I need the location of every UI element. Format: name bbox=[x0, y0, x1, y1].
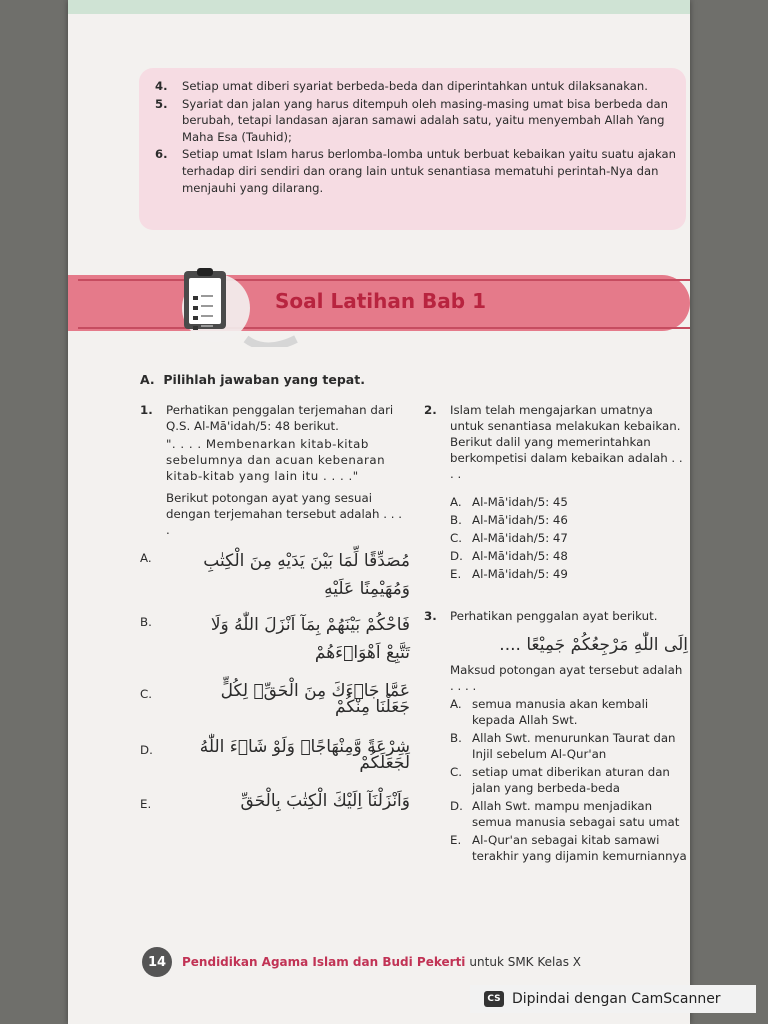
option-c[interactable] bbox=[450, 530, 688, 546]
summary-number: 4. bbox=[155, 79, 168, 93]
question-arabic: اِلَى اللّٰهِ مَرْجِعُكُمْ جَمِيْعًا .... bbox=[499, 635, 688, 655]
option-c[interactable] bbox=[450, 764, 688, 796]
summary-text: Syariat dan jalan yang harus ditempuh oleh masing-masing umat bisa berbeda dan berubah, tetapi landasan ajaran samawi adalah satu, yaitu menyembah Allah Yang Maha Esa (Tauhid); bbox=[182, 96, 668, 144]
question-1 bbox=[140, 402, 408, 939]
option-text: Al-Mā'idah/5: 47 bbox=[472, 531, 568, 545]
top-strip bbox=[68, 0, 690, 14]
option-text: setiap umat diberikan aturan dan jalan yang berbeda-beda bbox=[472, 765, 670, 795]
question-number: 3. bbox=[424, 609, 437, 623]
q1-options bbox=[140, 544, 408, 939]
question-number: 1. bbox=[140, 403, 153, 417]
question-text: Perhatikan penggalan terjemahan dari Q.S. Al-Mā'idah/5: 48 berikut. bbox=[166, 403, 394, 433]
summary-item bbox=[155, 96, 690, 146]
option-d[interactable] bbox=[140, 737, 410, 773]
option-label: B. bbox=[450, 513, 462, 527]
option-label: A. bbox=[140, 551, 152, 565]
summary-number: 6. bbox=[155, 147, 168, 162]
question-3-stem bbox=[424, 608, 688, 694]
option-label: A. bbox=[450, 495, 462, 509]
question-number: 2. bbox=[424, 403, 437, 417]
question-body bbox=[450, 608, 688, 694]
section-label: A. bbox=[140, 372, 155, 387]
page-number: 14 bbox=[142, 947, 172, 977]
option-e[interactable] bbox=[450, 832, 688, 864]
option-e[interactable] bbox=[450, 566, 688, 582]
option-text: Al-Mā'idah/5: 45 bbox=[472, 495, 568, 509]
question-1-stem bbox=[140, 402, 408, 538]
option-arabic: وَاَنْزَلْنَآ اِلَيْكَ الْكِتٰبَ بِالْحَقِّ bbox=[240, 791, 410, 811]
watermark-text: Dipindai dengan CamScanner bbox=[512, 991, 721, 1007]
option-label: B. bbox=[140, 615, 152, 629]
clipboard-icon bbox=[184, 271, 226, 329]
option-label: D. bbox=[450, 549, 463, 563]
summary-item bbox=[155, 78, 690, 95]
question-text: Perhatikan penggalan ayat berikut. bbox=[450, 609, 658, 623]
exercise-banner bbox=[68, 269, 690, 339]
book-title: Pendidikan Agama Islam dan Budi Pekerti bbox=[182, 955, 466, 969]
camscanner-logo-icon: CS bbox=[484, 991, 504, 1007]
option-c[interactable] bbox=[140, 681, 410, 717]
question-2 bbox=[424, 402, 688, 582]
section-heading bbox=[140, 372, 365, 387]
option-label: E. bbox=[140, 797, 152, 811]
option-arabic: فَاحْكُمْ بَيْنَهُمْ بِمَآ اَنْزَلَ اللّٰهُ وَلَا تَتَّبِعْ اَهْوَاۤءَهُمْ bbox=[210, 615, 410, 663]
summary-item bbox=[155, 146, 690, 196]
option-label: C. bbox=[140, 687, 152, 701]
option-text: Allah Swt. menurunkan Taurat dan Injil sebelum Al-Qur'an bbox=[472, 731, 676, 761]
page-footer bbox=[142, 947, 581, 977]
option-b[interactable] bbox=[450, 730, 688, 762]
option-arabic: شِرْعَةً وَّمِنْهَاجًاۗ وَلَوْ شَاۤءَ اللّٰهُ لَجَعَلَكُمْ bbox=[199, 737, 410, 773]
option-a[interactable] bbox=[450, 494, 688, 510]
summary-number: 5. bbox=[155, 96, 168, 111]
option-text: Al-Mā'idah/5: 46 bbox=[472, 513, 568, 527]
option-d[interactable] bbox=[450, 548, 688, 564]
option-arabic: عَمَّا جَاۤءَكَ مِنَ الْحَقِّۗ لِكُلٍّ جَعَلْنَا مِنْكُمْ bbox=[220, 681, 410, 717]
question-text: Islam telah mengajarkan umatnya untuk senantiasa melakukan kebaikan. Berikut dalil yang memerintahkan berkompetisi dalam kebaikan adalah . . . . bbox=[450, 403, 683, 481]
q3-options bbox=[450, 696, 688, 864]
option-d[interactable] bbox=[450, 798, 688, 830]
question-body bbox=[166, 402, 408, 538]
option-label: E. bbox=[450, 833, 462, 847]
option-label: A. bbox=[450, 697, 462, 711]
option-b[interactable] bbox=[140, 614, 410, 666]
option-a[interactable] bbox=[450, 696, 688, 728]
question-quote: ". . . . Membenarkan kitab-kitab sebelumnya dan acuan kebenaran kitab-kitab yang lain itu . . . ." bbox=[166, 437, 386, 483]
book-subtitle: untuk SMK Kelas X bbox=[469, 955, 581, 969]
camscanner-watermark bbox=[470, 985, 756, 1013]
option-text: Al-Qur'an sebagai kitab samawi terakhir yang dijamin kemurniannya bbox=[472, 833, 687, 863]
option-label: B. bbox=[450, 731, 462, 745]
question-prompt: Berikut potongan ayat yang sesuai dengan terjemahan tersebut adalah . . . . bbox=[166, 491, 402, 537]
summary-text: Setiap umat Islam harus berlomba-lomba untuk berbuat kebaikan yaitu suatu ajakan terhadap diri sendiri dan orang lain untuk senantiasa mematuhi perintah-Nya dan menjauhi yang dilarang. bbox=[182, 147, 677, 195]
question-3 bbox=[424, 608, 688, 864]
option-text: Al-Mā'idah/5: 48 bbox=[472, 549, 568, 563]
option-text: Al-Mā'idah/5: 49 bbox=[472, 567, 568, 581]
book-page bbox=[68, 0, 690, 1024]
question-prompt: Maksud potongan ayat tersebut adalah . . . . bbox=[450, 663, 683, 693]
summary-list bbox=[155, 78, 690, 197]
option-label: C. bbox=[450, 765, 462, 779]
summary-text: Setiap umat diberi syariat berbeda-beda dan diperintahkan untuk dilaksanakan. bbox=[182, 79, 648, 93]
option-label: D. bbox=[140, 743, 153, 757]
option-label: E. bbox=[450, 567, 462, 581]
option-e[interactable] bbox=[140, 791, 410, 824]
option-label: C. bbox=[450, 531, 462, 545]
option-a[interactable] bbox=[140, 550, 410, 602]
banner-title: Soal Latihan Bab 1 bbox=[275, 289, 486, 313]
section-title: Pilihlah jawaban yang tepat. bbox=[163, 372, 365, 387]
q2-options bbox=[450, 494, 688, 582]
option-text: Allah Swt. mampu menjadikan semua manusia sebagai satu umat bbox=[472, 799, 680, 829]
option-text: semua manusia akan kembali kepada Allah Swt. bbox=[472, 697, 649, 727]
option-label: D. bbox=[450, 799, 463, 813]
question-2-stem bbox=[424, 402, 688, 482]
option-arabic: مُصَدِّقًا لِّمَا بَيْنَ يَدَيْهِ مِنَ الْكِتٰبِ وَمُهَيْمِنًا عَلَيْهِ bbox=[203, 551, 410, 599]
option-b[interactable] bbox=[450, 512, 688, 528]
